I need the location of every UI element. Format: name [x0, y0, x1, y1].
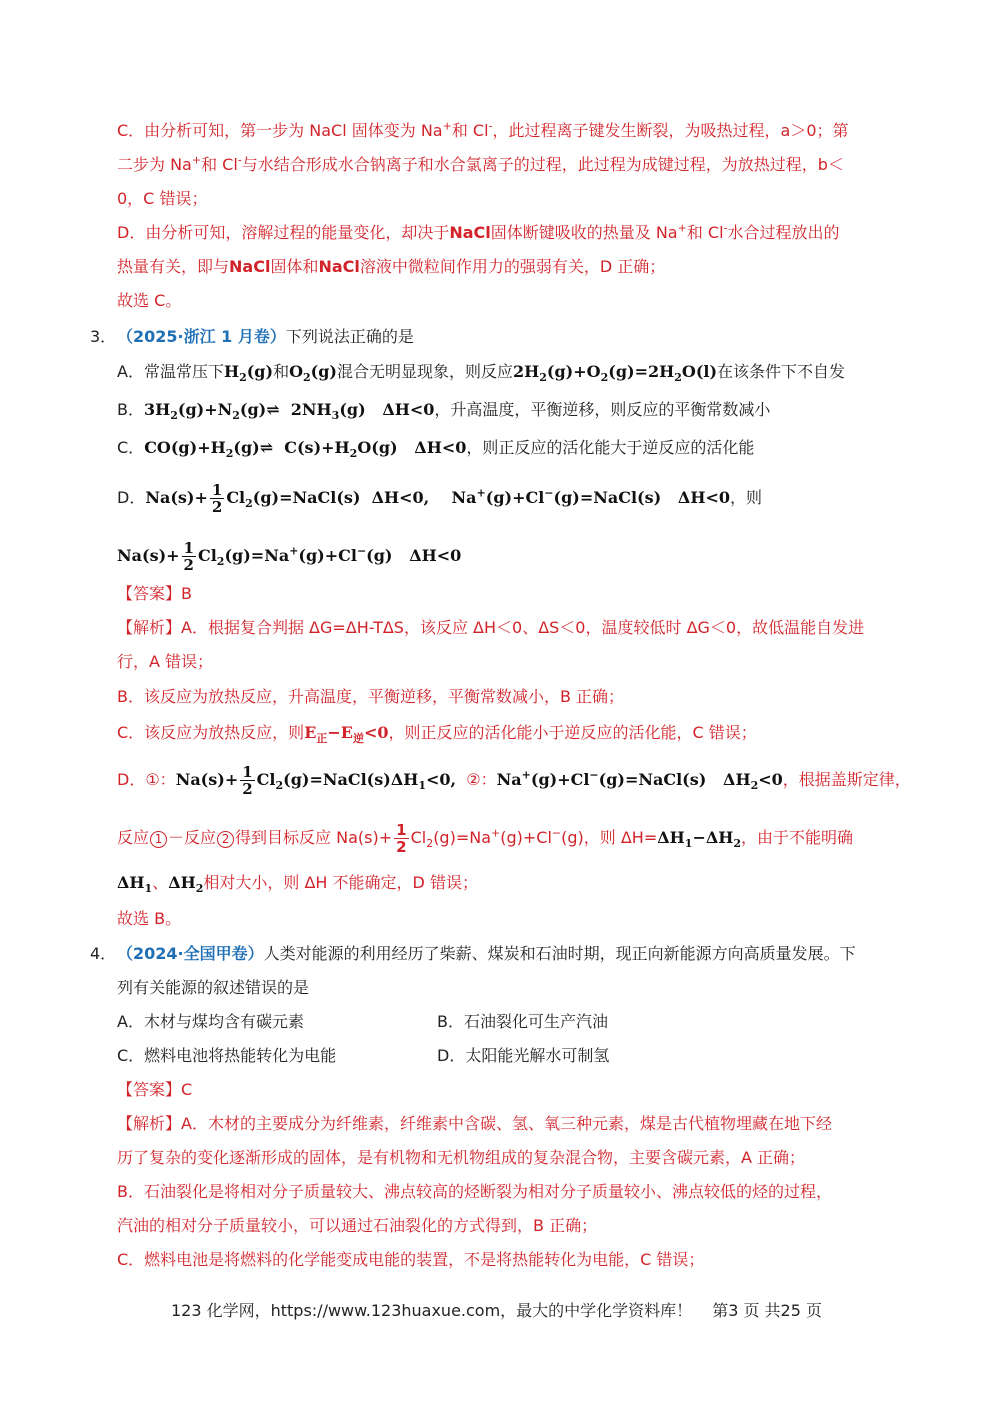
q4-number: 4．	[90, 944, 117, 963]
q3-stem: （2025·浙江 1 月卷）下列说法正确的是	[117, 327, 414, 346]
q4-exp-b1: B．石油裂化是将相对分子质量较大、沸点较高的烃断裂为相对分子质量较小、沸点较低的烃的过程，	[117, 1182, 832, 1201]
q3-answer: 【答案】B	[117, 584, 192, 603]
footer-page-number: 第3 页 共25 页	[712, 1301, 822, 1320]
page-footer	[0, 1298, 993, 1321]
q4-option-d: D．太阳能光解水可制氢	[437, 1046, 610, 1065]
q4-answer: 【答案】C	[117, 1080, 193, 1099]
q3-option-a: A．常温常压下$H_2(g)$和$O_2(g)$混合无明显现象，则反应$2H_2(g)+O_2(g)=2H_2O(l)$在该条件下不自发	[117, 362, 846, 385]
q3-option-c: C．$CO(g)+H_2(g)\rightleftharpoons$ $C(s)+H_2O(g)$ ΔH<0，则正反应的活化能大于逆反应的活化能	[117, 438, 755, 461]
prev-line-c3: 0，C 错误；	[117, 189, 208, 208]
q3-exp-b: B．该反应为放热反应，升高温度，平衡逆移，平衡常数减小，B 正确；	[117, 687, 625, 706]
q4-exp-c: C．燃料电池是将燃料的化学能变成电能的装置，不是将热能转化为电能，C 错误；	[117, 1250, 705, 1269]
q3-exp-d3: $\Delta H_1$、$\Delta H_2$相对大小，则 ΔH 不能确定，D 错误；	[117, 873, 478, 896]
prev-line-d2: 热量有关，即与NaCl固体和NaCl溶液中微粒间作用力的强弱有关，D 正确；	[117, 257, 666, 276]
q3-exp-c: C．该反应为放热反应，则$E_正-E_逆<0$，则正反应的活化能小于逆反应的活化能，C 错误；	[117, 723, 757, 746]
prev-line-d1: D．由分析可知，溶解过程的能量变化，却决于NaCl固体断键吸收的热量及 Na+和 Cl-水合过程放出的	[117, 221, 840, 242]
q3-exp-d1: D．①：Na(s)+ $\frac{1}{2}$ $Cl_2(g)=NaCl(s)\Delta H_1<0$, ②：Na+(g)+Cl−(g)=NaCl(s) $\Delta H_2<0$，根据盖斯定律，	[117, 763, 911, 798]
q4-exp-a2: 历了复杂的变化逐渐形成的固体，是有机物和无机物组成的复杂混合物，主要含碳元素，A 正确；	[117, 1148, 806, 1167]
q3-option-d: D．Na(s)+ $\frac{1}{2}$ $Cl_2(g)=NaCl(s)$ ΔH<0, Na+(g)+Cl−(g)=NaCl(s) ΔH<0，则	[117, 481, 762, 516]
q3-option-d-target: Na(s)+ $\frac{1}{2}$ $Cl_2(g)=Na^+(g)+Cl^-(g)$ ΔH<0	[117, 539, 462, 574]
q3-number: 3．	[90, 327, 117, 346]
prev-conclusion: 故选 C。	[117, 291, 182, 310]
q3-option-b: B．$3H_2(g)+N_2(g)\rightleftharpoons$ $2NH_3(g)$ ΔH<0，升高温度，平衡逆移，则反应的平衡常数减小	[117, 400, 771, 423]
q4-stem-2: 列有关能源的叙述错误的是	[117, 978, 310, 997]
q3-conclusion: 故选 B。	[117, 909, 182, 928]
q4-exp-a1: 【解析】A．木材的主要成分为纤维素，纤维素中含碳、氢、氧三种元素，煤是古代植物埋藏在地下经	[117, 1114, 832, 1133]
prev-line-c2: 二步为 Na+和 Cl-与水结合形成水合钠离子和水合氯离子的过程，此过程为成键过程，为放热过程，b＜	[117, 153, 844, 174]
q4-option-b: B．石油裂化可生产汽油	[437, 1012, 608, 1031]
q4-option-c: C．燃料电池将热能转化为电能	[117, 1046, 337, 1065]
q4-exp-b2: 汽油的相对分子质量较小，可以通过石油裂化的方式得到，B 正确；	[117, 1216, 598, 1235]
q4-stem-1: （2024·全国甲卷）人类对能源的利用经历了柴薪、煤炭和石油时期，现正向新能源方向高质量发展。下	[117, 944, 856, 963]
prev-line-c1: C．由分析可知，第一步为 NaCl 固体变为 Na+和 Cl-，此过程离子键发生断裂，为吸热过程，a＞0；第	[117, 119, 849, 140]
q3-exp-a1: 【解析】A．根据复合判据 ΔG=ΔH-TΔS，该反应 ΔH＜0、ΔS＜0，温度较低时 ΔG＜0，故低温能自发进	[117, 618, 865, 637]
footer-site: 123 化学网，https://www.123huaxue.com，最大的中学化学资料库！	[170, 1301, 693, 1320]
q3-exp-d2: 反应 1 －反应 2 得到目标反应 Na(s)+ $\frac{1}{2}$ $Cl_2(g)=Na^+(g)+Cl^-(g)$，则 $\Delta H=\Delta H_1-\Delta H_2$，由于不能明确	[117, 821, 854, 856]
q3-source: （2025·浙江 1 月卷）	[117, 327, 286, 346]
q4-option-a: A．木材与煤均含有碳元素	[117, 1012, 304, 1031]
q3-exp-a2: 行，A 错误；	[117, 652, 214, 671]
q4-source: （2024·全国甲卷）	[117, 944, 264, 963]
